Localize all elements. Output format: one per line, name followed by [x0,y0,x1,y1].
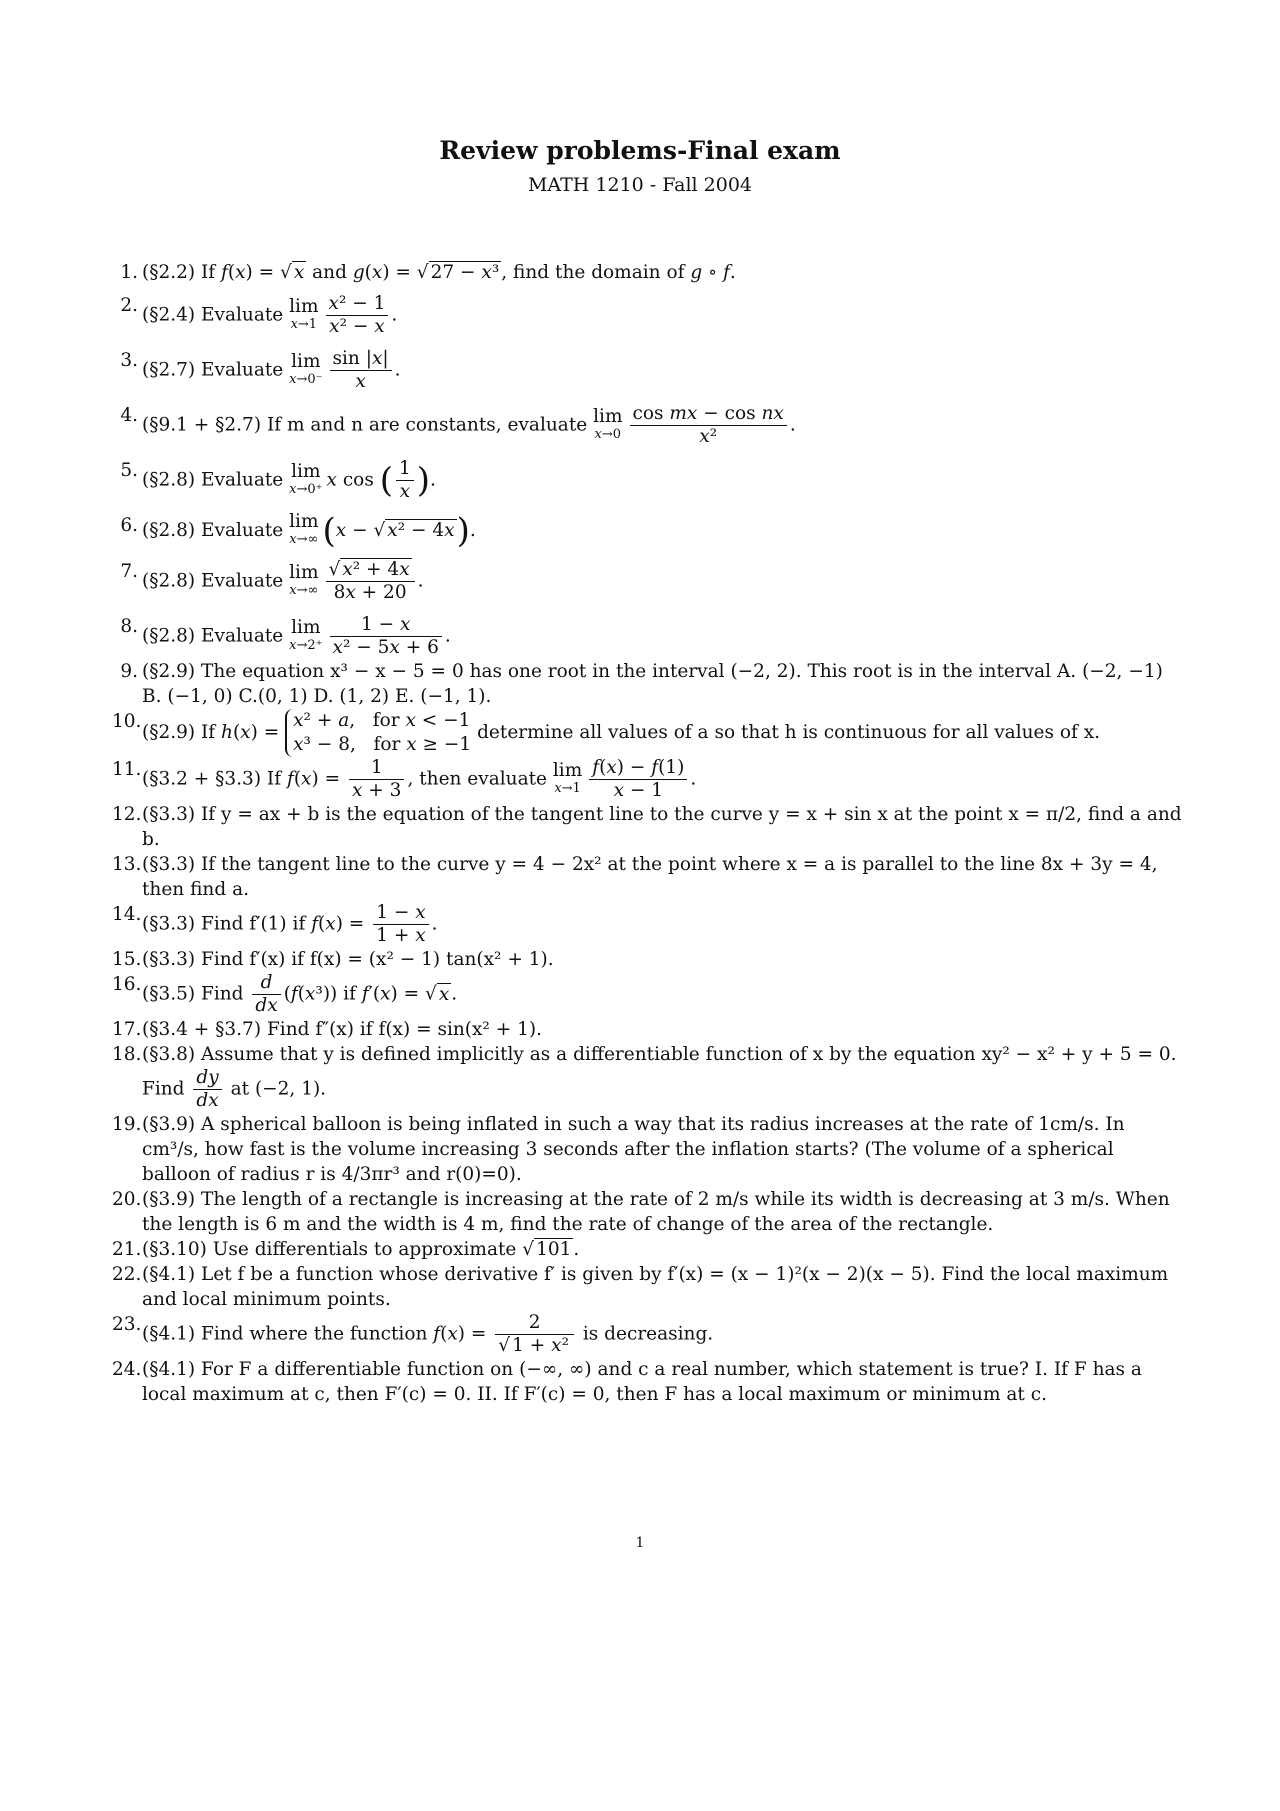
problem-5: 5. (§2.8) Evaluate lim x→0⁺ x cos ( $\frac{1}{x}$ ). [120,458,436,502]
problem-23: 23. (§4.1) Find where the function f(x) = $\frac{2}{\text{√ 1 + x²}}$ is decreasing. [112,1312,714,1356]
problem-15: 15. (§3.3) Find f′(x) if f(x) = (x² − 1) tan(x² + 1). [112,949,554,970]
problem-8: 8. (§2.8) Evaluate lim x→2⁺ $\frac{1 - x}{\text{x² − 5x + 6}}$ . [120,614,451,658]
page-subtitle: MATH 1210 - Fall 2004 [527,174,753,196]
page-title: Review problems-Final exam [439,136,841,165]
problem-1: 1. (§2.2) If f(x) = √ x and g(x) = √ 27 − x³ , find the domain of g ∘ f. [120,262,736,283]
problem-11: 11. (§3.2 + §3.3) If f(x) = $\frac{1}{x + 3}$ , then evaluate lim x→1 $\frac{f(x) - f(1)}{x - 1}$ . [112,757,697,801]
problem-3: 3. (§2.7) Evaluate lim x→0⁻ $\frac{\sin |x|}{x}$ . [120,348,401,392]
problem-21: 21. (§3.10) Use differentials to approximate √ 101 . [112,1239,580,1260]
problem-22: 22. (§4.1) Let f be a function whose derivative f′ is given by f′(x) = (x − 1)²(x − 2)(x − 5). Find the local maximum and local minimum points. [112,1264,1169,1310]
problem-2: 2. (§2.4) Evaluate lim x→1 $\frac{\text{x² − 1}}{\text{x² − x}}$ . [120,293,398,337]
problem-19: 19. (§3.9) A spherical balloon is being inflated in such a way that its radius increases at the rate of 1cm/s. In cm³/s, how fast is the volume increasing 3 seconds after the inflation starts? (The volume of a spherical balloon of radius r is 4/3πr³ and r(0)=0). [112,1114,1125,1185]
problem-24: 24. (§4.1) For F a differentiable function on (−∞, ∞) and c a real number, which statement is true? I. If F has a local maximum at c, then F′(c) = 0. II. If F′(c) = 0, then F has a local maximum or minimum at c. [112,1359,1142,1405]
problem-4: 4. (§9.1 + §2.7) If m and n are constants, evaluate lim x→0 $\frac{\text{cos mx − cos nx}}{\text{x²}}$ . [120,403,796,447]
problem-10: 10. (§2.9) If h(x) = x² + a, for x < −1 x³ − 8, for x ≥ −1 determine all values of a so that h is continuous for all values of x. [112,710,1101,755]
page-number: 1 [635,1535,645,1551]
problem-9: 9. (§2.9) The equation x³ − x − 5 = 0 has one root in the interval (−2, 2). This root is in the interval A. (−2, −1) B. (−1, 0) C.(0, 1) D. (1, 2) E. (−1, 1). [120,661,1163,707]
problem-17: 17. (§3.4 + §3.7) Find f″(x) if f(x) = sin(x² + 1). [112,1019,542,1040]
problem-7: 7. (§2.8) Evaluate lim x→∞ $\frac{\text{√ x² + 4x}}{8x + 20}$ . [120,559,424,603]
problem-16: 16. (§3.5) Find $\frac{d}{dx}$ (f(x³)) if f′(x) = √ x . [112,972,458,1016]
problem-20: 20. (§3.9) The length of a rectangle is increasing at the rate of 2 m/s while its width is decreasing at 3 m/s. When the length is 6 m and the width is 4 m, find the rate of change of the area of the rectangle. [112,1189,1170,1235]
problem-18: 18. (§3.8) Assume that y is defined implicitly as a differentiable function of x by the equation xy² − x² + y + 5 = 0. Find $\frac{dy}{dx}$ at (−2, 1). [112,1044,1177,1111]
problem-list [112,260,1184,1407]
problem-12: 12. (§3.3) If y = ax + b is the equation of the tangent line to the curve y = x + sin x at the point x = π/2, find a and b. [112,804,1182,850]
problem-13: 13. (§3.3) If the tangent line to the curve y = 4 − 2x² at the point where x = a is parallel to the line 8x + 3y = 4, then find a. [112,854,1158,900]
problem-14: 14. (§3.3) Find f′(1) if f(x) = $\frac{1 - x}{1 + x}$ . [112,902,438,946]
problem-6: 6. (§2.8) Evaluate lim x→∞ (x − √ x² − 4x). [120,511,476,551]
